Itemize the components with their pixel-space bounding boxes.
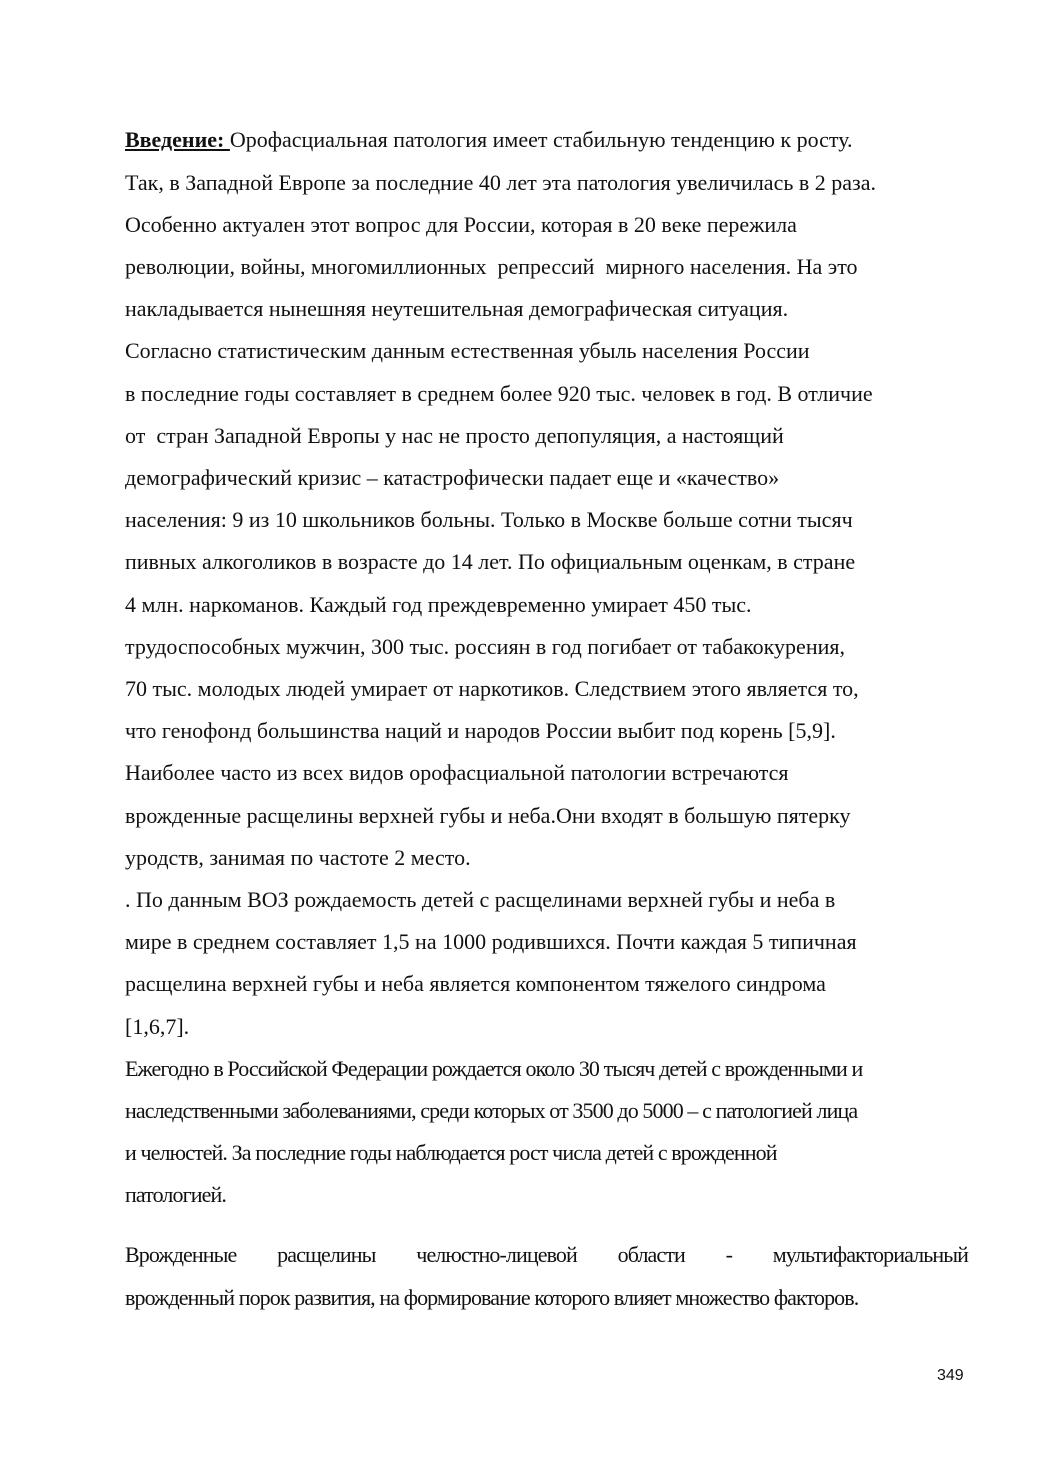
text-line: Наиболее часто из всех видов орофасциальной патологии встречаются	[125, 760, 789, 785]
word: расщелины	[277, 1242, 376, 1267]
text-line: от стран Западной Европы у нас не просто депопуляция, а настоящий	[125, 423, 784, 448]
page-number: 349	[937, 1367, 964, 1384]
text-line: наследственными заболеваниями, среди которых от 3500 до 5000 – с патологией лица	[125, 1098, 858, 1123]
word: мультифакториальный	[772, 1242, 968, 1267]
text-line: врожденный порок развития, на формирование которого влияет множество факторов.	[125, 1285, 859, 1310]
text-line: трудоспособных мужчин, 300 тыс. россиян в год погибает от табакокурения,	[125, 634, 845, 659]
word: челюстно-лицевой	[416, 1242, 577, 1267]
text-line: Ежегодно в Российской Федерации рождается около 30 тысяч детей с врожденными и	[125, 1056, 863, 1081]
text-line: врожденные расщелины верхней губы и неба.Они входят в большую пятерку	[125, 803, 851, 828]
word: Врожденные	[125, 1242, 237, 1267]
text-line: демографический кризис – катастрофически падает еще и «качество»	[125, 465, 780, 490]
text-line: пивных алкоголиков в возрасте до 14 лет. По официальным оценкам, в стране	[125, 549, 856, 574]
text-line: и челюстей. За последние годы наблюдается рост числа детей с врожденной	[125, 1140, 777, 1165]
text-line: патологией.	[125, 1182, 226, 1207]
word: -	[725, 1242, 733, 1267]
text-line: . По данным ВОЗ рождаемость детей с расщелинами верхней губы и неба в	[125, 887, 836, 912]
text-line: революции, войны, многомиллионных репрессий мирного населения. На это	[125, 254, 858, 279]
text-line: [1,6,7].	[125, 1014, 190, 1039]
text-line: Согласно статистическим данным естественная убыль населения России	[125, 338, 810, 363]
word: области	[617, 1242, 685, 1267]
text-line: накладывается нынешняя неутешительная демографическая ситуация.	[125, 296, 789, 321]
text-line: Так, в Западной Европе за последние 40 лет эта патология увеличилась в 2 раза.	[125, 170, 876, 195]
text-line: 70 тыс. молодых людей умирает от наркотиков. Следствием этого является то,	[125, 676, 859, 701]
text-line: мире в среднем составляет 1,5 на 1000 родившихся. Почти каждая 5 типичная	[125, 929, 857, 954]
intro-label: Введение:	[125, 127, 230, 152]
intro-line	[125, 126, 853, 154]
text-line: что генофонд большинства наций и народов России выбит под корень [5,9].	[125, 718, 836, 743]
text-line: уродств, занимая по частоте 2 место.	[125, 845, 471, 870]
text-line: Особенно актуален этот вопрос для России, которая в 20 веке пережила	[125, 212, 797, 237]
justified-text-line	[125, 1241, 968, 1269]
intro-text: Орофасциальная патология имеет стабильную тенденцию к росту.	[229, 127, 853, 152]
text-line: в последние годы составляет в среднем более 920 тыс. человек в год. В отличие	[125, 381, 873, 406]
text-line: населения: 9 из 10 школьников больны. Только в Москве больше сотни тысяч	[125, 507, 853, 532]
text-line: расщелина верхней губы и неба является компонентом тяжелого синдрома	[125, 971, 826, 996]
text-line: 4 млн. наркоманов. Каждый год преждевременно умирает 450 тыс.	[125, 592, 752, 617]
